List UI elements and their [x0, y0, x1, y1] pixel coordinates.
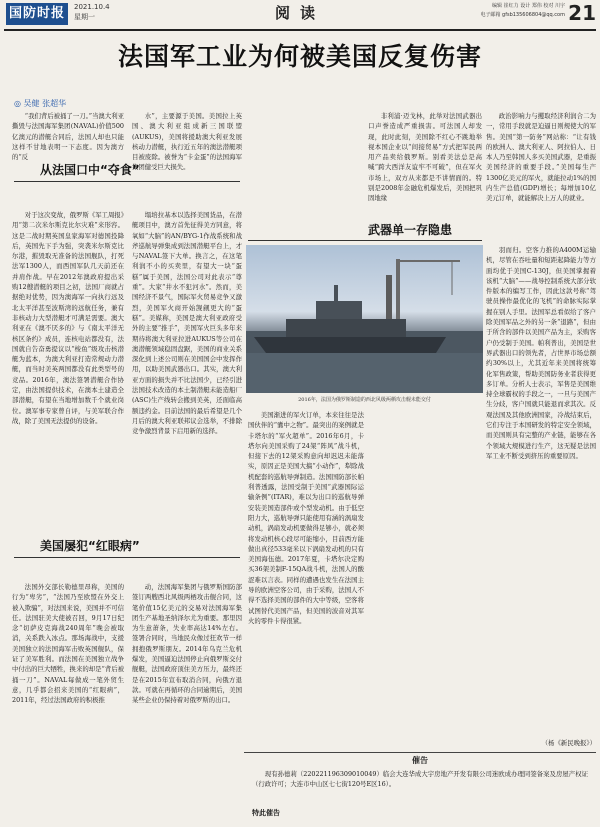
section-divider-1: [14, 181, 240, 182]
section2-column-2: 动，法国海军集团与俄罗斯国防部签订两艘西北风级两栖攻击舰合同，这笔价值15亿美元的交易对法国海军集团生产基地圣纳泽尔尤为重要。那里因为生意萧条，失业率高达14%左右。签署合同时，当地民众像过狂欢节一样拥抱俄罗斯朋友。2014年乌克兰危机爆发，美国逼迫法国停止向俄罗斯交付舰艇，法国政府顶住美方压力，最终还是在2015年宣布取消合同，向俄方退款。可就在再循环的合同逾期后，美国某些企业仍保持着对俄罗斯的出口。: [132, 583, 242, 705]
newspaper-logo: 国防时报: [6, 3, 68, 25]
section-divider-2: [14, 557, 240, 558]
section-heading-2: 美国屡犯“红眼病”: [40, 539, 140, 553]
masthead-rule: [4, 29, 596, 31]
article-headline: 法国军工业为何被美国反复伤害: [117, 42, 482, 71]
issue-weekday: 星期一: [74, 13, 95, 21]
issue-date: 2021.10.4: [74, 3, 110, 11]
lead-column-1: “我们背后被捅了一刀。”当澳大利亚撕毁与法国海军集团(NAVAL)价值500亿澳元的潜艇合同后，法国人却也只能这样不甘地表明一下态度。因为澳方的“反: [12, 112, 124, 162]
section1-column-1: 对于这次变故，俄罗斯《军工周报》用“第二次米尔斯克比尔灾难”来形容。这是二战时期英国皇家海军对德国投降后，英国先下手为强，突袭米尔斯克比尔港，摧毁取无准备的法国舰队，打死法军1300人，而西国军队几天前还在并肩作战。早在2012年澳政府提出采购12艘潜艇的项目之初，法国厂商就占据绝对优势，因为澳海军一向执行远及北太平洋甚至波斯湾的远航任务，兼有非核动力大型潜艇才可满足需要。澳大利亚在《澳不厌多的》与《南太平洋无核区条约》成员，连核电站都没有，法国就自告奋勇提议以“梭鱼”级攻击核潜艇为蓝本，为澳大利亚打造常规动力潜艇，而当时美英两国都没有此类型号的竞品。2016年，澳法签署潜艇合作协定，由法国提供技术，在澳本土建造全部潜艇，有望在当地增加数千个就业岗位。澳军事专家曾自评，与美军联合作战，除了美国无法提供的设备。: [12, 211, 124, 425]
section2-column-1: 法国外交部长勒德里昂称，美国的行为“卑劣”，“法国乃至欧盟在外交上被入欺骗”，对法国来说，美国并不可信任。法国驻美大使被召回，9月17日纪念“切萨皮克海战240周年”晚会被取消，关系跌入冰点。那场海战中，支援美国独立的法国海军击败英国舰队，保证了美军胜利。而法国在美国独立战争中付出的巨大牺牲，换来的却是“背后被捅一刀”。NAVAL每做成一笔外贸生意，几乎都会招来美国的“红眼病”，2011年，经过法国政府的积极推: [12, 583, 124, 705]
notice-signature: 特此催告: [252, 809, 280, 817]
section3-column-1: 美国渐进的军火订单，本来往往是法国伙伴的“囊中之物”。最突出的案例就是卡塔尔的“军火超单”。2016年6月，卡塔尔向美国采购了24架“阵风”战斗机，但接下去的12架采购意向却迟迟未能落实，原因正是美国大搞“小动作”，犁除战机配套的巡航导弹制造。法国国防部长帕利普透露，法国受制于美国“武器国际运输条例”(ITAR)，难以为出口的巡航导弹安装美国造部件或个型发动机。由于低空阳力大，巡航导弹只能使用有涵的涡扇发动机，涡扇发动机要做得足够小，就必须将发动机核心段尽可能缩小，目前西方能做出真径533毫米以下涡扇发动机的只有美国海伍德。2017年夏，卡塔尔决定购买36架美制F-15QA战斗机，法国人的酸涩难以言表。同样的遭遇也发生在法国主导的欧洲空客公司，由于采购，法国人不得不选择美国的部件的大中等级，空客将试图替代美国产品，但美国的波音对其军火的零件卡得很紧。: [248, 411, 364, 625]
editor-credits: 编辑 崔红力 设计 郑伟 校对 川宇: [492, 3, 565, 9]
warship-photo: [246, 245, 483, 393]
section3-column-2: 羽而归。空客力推的A400M运输机，尽管在吞吐量和短距起降能力等方面均优于美国C-130J，但美国掌握着该机“大脑”——战导控制系统大部分软件版本的编写工作，因此这款号称“驾驶员操作最优化的飞机”的命脉实际掌握在别人手里。法国军总看似给了客户除美国军品之外的另一条“退路”，但由于所含的部件以美国产品为主，采购客户仍受制于美国。帕利普出，美国是世界武器出口的领先者，占世界市场总额约30%以上，尤其近年来美国将统筹化军售政策，帮助美国防务业者获得更多订单。分析人士表示，军售是美国维持全球霸权的手段之一，一旦与美国产生分歧，客户国就只能退而求其次。反观法国及其他欧洲国家，冷战结束后，它们专注于本国研发的特定安全领域，而美国则具有完整的产业链，能够在各个领域大规模进行生产，这无疑是法国军工业不断受到挤压的重要原因。: [486, 246, 596, 460]
notice-body: 现有孙德莉（220221196309010049）临会大连华成大宇房地产开发有限公司迷欧成办理同签备案及房屋产权证（行政许可；大连市中山区七七街120号E区16）。: [252, 770, 588, 789]
section1-column-2: 塌培拉基本以选择美国货品，在潜艇项目中，澳方首先征得美方同意，将氧如“大脑”的AN/BYG-1作战系统和战斧巡航导弹集成到法国潜艇平台上，才与NAVAL签下大单。换言之，在这笔利润不小的买卖里，有望大一块“蛋糕”属于美国，法国公司对此表示“尊重”。大家“井水不犯河水”。然而，美国经济不景气，国际军火贸易竞争又激烈，美国军火商开始觊觎更大的“蛋糕”。美媒称，美国是澳大利亚政府受外的主要“推手”，美国军火巨头多年来期待将澳大利亚拉进AUKUS等公司在澳潜艇领域稳固盘踞，美国的商业关系深化到上述公司则在美国国会中发挥作用，以助美国武器出口。其实，澳大利亚方面的损失并不比法国少，已经引进法国技术改造的本土制潜艇未能造船厂(ASC)生产线转会搬到美英，还面临高额违约金。目前法国的最后希望是几个月后的澳大利亚联邦议会选举，不排除竞争激烈背景下启用新的选择。: [132, 211, 242, 436]
section-divider-3: [248, 240, 482, 241]
photo-caption: 2016年，法国为俄罗斯制造的西北风级两栖攻击舰未能交付: [298, 397, 431, 403]
lead-column-3: 非利浦·迈戈林，此举对法国武器出口声誉造成严重损害。可法国人却发现，此时此刻，美国除不红心不跳地举视本国企业以“间接贸易”方式把军民两用产品卖给俄罗斯。别看美法总是高喊“跨大西洋友谊牢不可破”，但在军火市场上，双方从来都是不讲情面的。特别是2008年金融危机爆发后，美国把巩固地缘: [368, 112, 482, 203]
notice-title: 催告: [412, 756, 428, 765]
section3-column-filler: [372, 410, 482, 742]
lead-column-2: 水”，主要源于美国。美国拉上英国、澳大利亚组成新三国联盟(AUKUS)，美国将援助澳大利亚发展核动力潜艇，执行近五年的澳法潜艇项目被废除。被誉为“卡金蛋”的法国海军集团健受巨大损失。: [132, 112, 242, 172]
source-note: （杨《新民晚报》）: [541, 739, 596, 747]
page-number: 21: [568, 1, 596, 25]
section-heading-3: 武器单一存隐患: [368, 223, 453, 237]
article-byline: ◎ 吴健 张超华: [14, 99, 67, 108]
masthead: [0, 0, 600, 32]
section-name: 阅读: [274, 4, 325, 22]
section-heading-1: 从法国口中“夺食”: [40, 163, 140, 177]
editor-email: 电子邮箱 gfsb135606804@qq.com: [480, 12, 565, 18]
public-notice: [244, 752, 596, 823]
lead-column-4: 政治影响力与攫取经济利润合二为一，常用手段就是迫逼日则规使大的军售。美国“第一防务”网站称：“让有钱的欧洲人、澳大利亚人、阿拉伯人、日本人乃至韩国人多买美国武器，是重振美国经济的重要手段。”美国每生产1300亿美元的军火，就能拉动1%的国内生产总值(GDP)增长；每增加10亿美元订单，就能解决上万人的就业。: [486, 112, 596, 203]
